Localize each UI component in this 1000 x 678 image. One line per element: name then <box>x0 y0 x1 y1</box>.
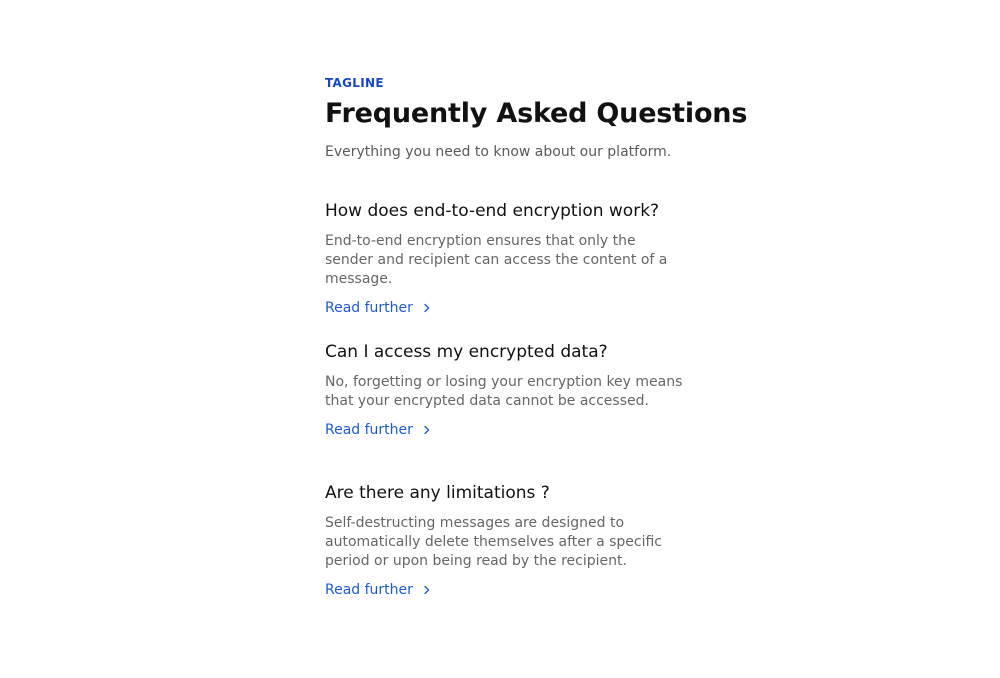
faq-item <box>325 482 685 598</box>
read-further-label: Read further <box>325 300 413 316</box>
chevron-right-icon <box>422 303 432 313</box>
read-further-label: Read further <box>325 582 413 598</box>
section-tagline: TAGLINE <box>325 76 384 90</box>
faq-question: Are there any limitations ? <box>325 483 550 503</box>
faq-item <box>325 200 685 316</box>
read-further-label: Read further <box>325 422 413 438</box>
chevron-right-icon <box>422 425 432 435</box>
faq-answer: End-to-end encryption ensures that only the sender and recipient can access the content of a message. <box>325 233 668 287</box>
faq-item <box>325 341 685 438</box>
read-further-link[interactable] <box>325 582 432 598</box>
read-further-link[interactable] <box>325 422 432 438</box>
faq-question: Can I access my encrypted data? <box>325 342 608 362</box>
chevron-right-icon <box>422 585 432 595</box>
read-further-link[interactable] <box>325 300 432 316</box>
page-title: Frequently Asked Questions <box>325 98 748 129</box>
page-subtitle: Everything you need to know about our platform. <box>325 144 672 160</box>
faq-question: How does end-to-end encryption work? <box>325 201 660 221</box>
faq-answer: No, forgetting or losing your encryption key means that your encrypted data cannot be accessed. <box>325 374 683 409</box>
faq-answer: Self-destructing messages are designed to automatically delete themselves after a specific period or upon being read by the recipient. <box>325 515 662 569</box>
